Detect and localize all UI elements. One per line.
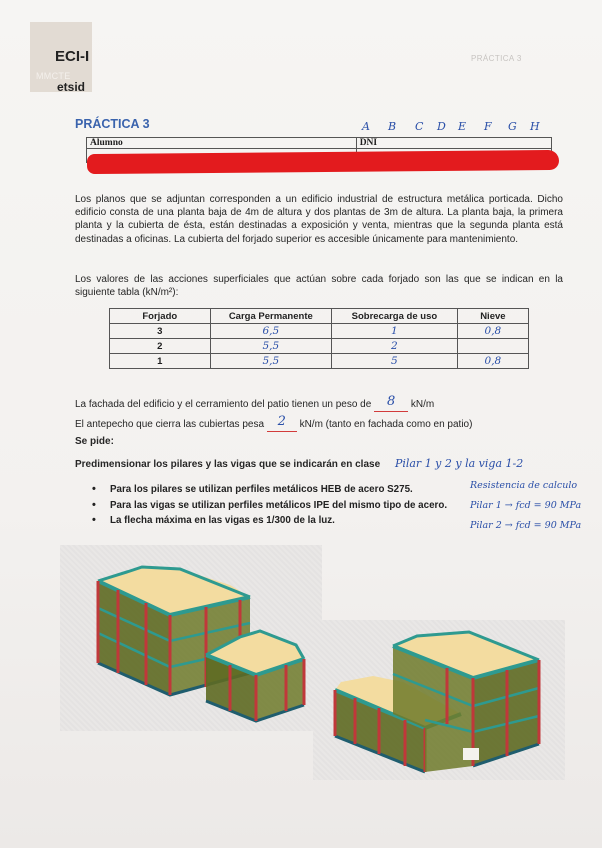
requirements-list [92, 484, 447, 531]
letter: H [530, 120, 540, 133]
col-header-nieve: Nieve [457, 309, 528, 324]
table-row [110, 339, 529, 354]
letter: D [437, 120, 446, 133]
building-figure-front [60, 545, 322, 731]
building-isometric-icon [313, 620, 565, 780]
logo-school: etsid [57, 80, 86, 94]
cell-forjado: 1 [110, 354, 211, 369]
letter: E [458, 120, 467, 133]
cell-nieve [457, 339, 528, 354]
parapet-value-blank [267, 416, 297, 432]
cell-uso: 2 [332, 339, 458, 354]
logo-subtitle: MMCTE [36, 71, 71, 81]
parapet-label: El antepecho que cierra las cubiertas pesa [75, 419, 265, 430]
task-handwritten-note: Pilar 1 y 2 y la viga 1-2 [394, 457, 524, 470]
list-item: • Para las vigas se utilizan perfiles metálicos IPE del mismo tipo de acero. [92, 500, 447, 516]
facade-value: 8 [386, 394, 396, 409]
parapet-value: 2 [277, 414, 286, 429]
parapet-weight-line [75, 416, 472, 432]
task-line [75, 457, 523, 470]
se-pide-heading: Se pide: [75, 436, 114, 447]
cell-permanente: 6,5 [210, 324, 332, 339]
handwritten-notes [470, 480, 581, 540]
list-item: • La flecha máxima en las vigas es 1/300 de la luz. [92, 515, 447, 531]
facade-weight-line [75, 396, 434, 412]
letter: G [508, 120, 517, 133]
note-line: Pilar 2 → fcd = 90 MPa [470, 520, 582, 531]
table-row [110, 354, 529, 369]
letter: B [388, 120, 397, 133]
note-line: Pilar 1 → fcd = 90 MPa [470, 500, 582, 511]
cell-uso: 1 [332, 324, 458, 339]
building-figure-rear [313, 620, 565, 780]
note-line: Resistencia de calculo [470, 480, 578, 491]
table-intro-paragraph: Los valores de las acciones superficiales que actúan sobre cada forjado son las que se indican en la siguiente tabla (kN/m²): [75, 274, 563, 299]
task-text: Predimensionar los pilares y las vigas que se indicarán en clase [75, 459, 381, 470]
col-header-forjado: Forjado [110, 309, 211, 324]
loads-table [109, 308, 529, 369]
student-name-header: Alumno [87, 138, 357, 149]
handwritten-letters [360, 120, 580, 136]
cell-uso: 5 [332, 354, 458, 369]
section-title: PRÁCTICA 3 [75, 117, 150, 131]
cell-permanente: 5,5 [210, 354, 332, 369]
facade-unit: kN/m [410, 399, 435, 410]
intro-paragraph: Los planos que se adjuntan corresponden a un edificio industrial de estructura metálica porticada. Dicho edificio consta de una planta baja de 4m de altura y dos plantas de 3m de altura. La planta baja, la primera planta y la cubierta de ésta, están destinadas a exposición y venta, mientras que la segunda planta está destinadas a oficinas. La cubierta del forjado superior es accesible únicamente para mantenimiento. [75, 194, 563, 245]
parapet-unit: kN/m (tanto en fachada como en patio) [299, 419, 473, 430]
running-header: PRÁCTICA 3 [471, 54, 522, 63]
redaction-mark [87, 150, 559, 174]
col-header-uso: Sobrecarga de uso [332, 309, 458, 324]
cell-permanente: 5,5 [210, 339, 332, 354]
letter: A [362, 120, 370, 133]
cell-forjado: 3 [110, 324, 211, 339]
letter: F [484, 120, 492, 133]
cell-nieve: 0,8 [457, 354, 528, 369]
col-header-permanente: Carga Permanente [210, 309, 332, 324]
cell-nieve: 0,8 [457, 324, 528, 339]
table-row [110, 324, 529, 339]
building-isometric-icon [60, 545, 322, 731]
facade-value-blank [374, 396, 408, 412]
logo-title: ECI-I [55, 48, 90, 65]
cell-forjado: 2 [110, 339, 211, 354]
student-id-header: DNI [356, 138, 551, 149]
list-item: • Para los pilares se utilizan perfiles metálicos HEB de acero S275. [92, 484, 447, 500]
letter: C [415, 120, 424, 133]
facade-label: La fachada del edificio y el cerramiento del patio tienen un peso de [75, 399, 372, 410]
